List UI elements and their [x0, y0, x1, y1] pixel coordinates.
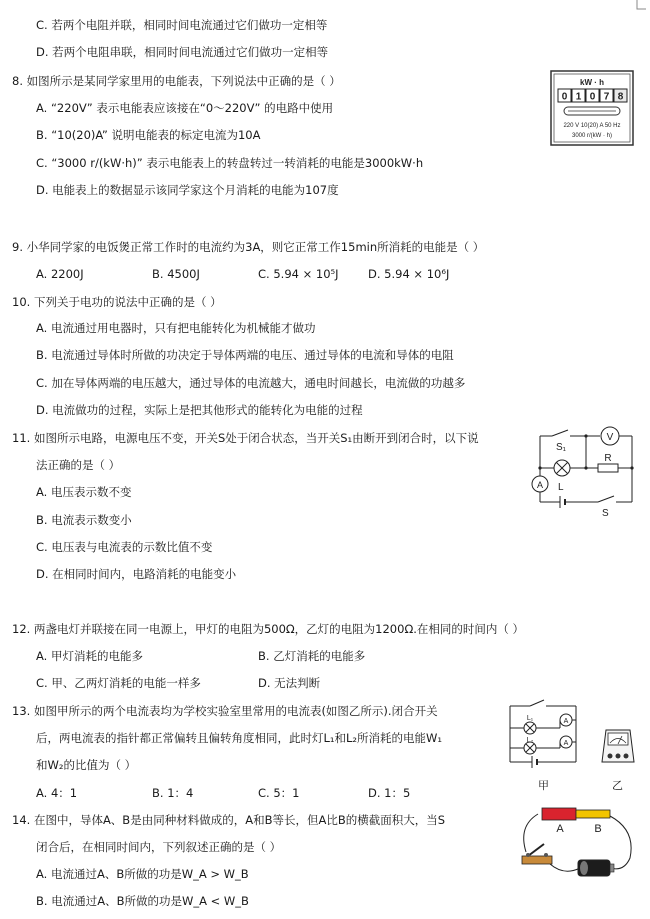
q13-ammeter-1-label: A: [563, 718, 569, 725]
q14-label-a: A: [556, 823, 564, 835]
q13-figure-jia-caption: 甲: [538, 779, 549, 792]
q11-stem-line1: 11. 如图所示电路，电源电压不变，开关S处于闭合状态，当开关S₁由断开到闭合时，以下说: [12, 431, 479, 445]
q8-option-a[interactable]: A. “220V” 表示电能表应该接在“0～220V” 的电路中使用: [36, 101, 334, 115]
q12-option-a[interactable]: A. 甲灯消耗的电能多: [36, 649, 143, 663]
q11-option-d[interactable]: D. 在相同时间内，电路消耗的电能变小: [36, 567, 237, 581]
meter-digit-4: 7: [603, 91, 610, 103]
q11-lamp-label: L: [558, 482, 564, 493]
meter-digit-2: 1: [575, 91, 582, 103]
q13-ammeter-2-label: A: [563, 740, 569, 747]
q11-circuit-diagram: [526, 420, 638, 520]
q14-option-b[interactable]: B. 电流通过A、B所做的功是W_A < W_B: [36, 894, 249, 908]
q13-label-l2: L₂: [526, 737, 534, 744]
q8-option-d[interactable]: D. 电能表上的数据显示该同学家这个月消耗的电能为107度: [36, 183, 339, 197]
q9-option-b[interactable]: B. 4500J: [152, 267, 200, 281]
q12-option-c[interactable]: C. 甲、乙两灯消耗的电能一样多: [36, 676, 201, 690]
q10-stem: 10. 下列关于电功的说法中正确的是（ ）: [12, 295, 222, 309]
q12-option-b[interactable]: B. 乙灯消耗的电能多: [258, 649, 366, 663]
q13-label-l1: L₁: [526, 715, 534, 722]
q9-option-c[interactable]: C. 5.94 × 10⁵J: [258, 267, 339, 281]
switch-base: [522, 856, 552, 864]
q9-option-d[interactable]: D. 5.94 × 10⁶J: [368, 267, 450, 281]
meter-spec-2: 3000 r/(kW · h): [571, 133, 613, 139]
conductor-b: [576, 810, 610, 818]
q8-stem: 8. 如图所示是某同学家里用的电能表，下列说法中正确的是（ ）: [12, 74, 341, 88]
q10-option-b[interactable]: B. 电流通过导体时所做的功决定于导体两端的电压、通过导体的电流和导体的电阻: [36, 348, 454, 362]
q11-option-a[interactable]: A. 电压表示数不变: [36, 485, 132, 499]
page-corner-mark: [636, 0, 646, 10]
q13-option-a[interactable]: A. 4：1: [36, 786, 78, 800]
q11-option-b[interactable]: B. 电流表示数变小: [36, 513, 132, 527]
q7-option-d[interactable]: D. 若两个电阻串联，相同时间电流通过它们做功一定相等: [36, 45, 329, 59]
q13-stem-line1: 13. 如图甲所示的两个电流表均为学校实验室里常用的电流表(如图乙所示).闭合开关: [12, 704, 438, 718]
q9-option-a[interactable]: A. 2200J: [36, 267, 84, 281]
q11-voltmeter-label: V: [606, 432, 614, 443]
meter-digit-1: 0: [561, 91, 568, 103]
q14-stem-line2: 闭合后，在相同时间内，下列叙述正确的是（ ）: [36, 840, 282, 854]
q7-option-c[interactable]: C. 若两个电阻并联，相同时间电流通过它们做功一定相等: [36, 18, 328, 32]
electricity-meter-figure: [550, 70, 634, 146]
q8-option-c[interactable]: C. “3000 r/(kW·h)” 表示电能表上的转盘转过一转消耗的电能是3000kW·h: [36, 156, 424, 170]
q8-option-b[interactable]: B. “10(20)A” 说明电能表的标定电流为10A: [36, 128, 261, 142]
meter-unit-label: kW · h: [580, 78, 604, 87]
q12-option-d[interactable]: D. 无法判断: [258, 676, 321, 690]
meter-digit-3: 0: [589, 91, 596, 103]
q11-label-s1: S₁: [556, 442, 567, 453]
q14-stem-line1: 14. 在图中，导体A、B是由同种材料做成的，A和B等长，但A比B的横截面积大，当S: [12, 813, 446, 827]
q11-ammeter-label: A: [536, 480, 544, 490]
conductor-a: [542, 808, 576, 820]
q13-circuit-jia: [500, 698, 586, 780]
q13-option-b[interactable]: B. 1：4: [152, 786, 194, 800]
q13-stem-line2: 后，两电流表的指针都正常偏转且偏转角度相同，此时灯L₁和L₂所消耗的电能W₁: [36, 731, 443, 745]
q14-label-b: B: [594, 823, 602, 835]
q11-switch-s-label: S: [602, 508, 609, 519]
q13-option-c[interactable]: C. 5：1: [258, 786, 300, 800]
q14-option-a[interactable]: A. 电流通过A、B所做的功是W_A > W_B: [36, 867, 249, 881]
q11-option-c[interactable]: C. 电压表与电流表的示数比值不变: [36, 540, 213, 554]
q11-resistor-label: R: [604, 453, 612, 464]
q10-option-c[interactable]: C. 加在导体两端的电压越大，通过导体的电流越大，通电时间越长，电流做的功越多: [36, 376, 466, 390]
q10-option-a[interactable]: A. 电流通过用电器时，只有把电能转化为机械能才做功: [36, 321, 316, 335]
q14-conductor-circuit-figure: [514, 806, 640, 886]
q13-ammeter-yi: [596, 722, 640, 766]
q9-stem: 9. 小华同学家的电饭煲正常工作时的电流约为3A，则它正常工作15min所消耗的电能是（ ）: [12, 240, 485, 254]
q10-option-d[interactable]: D. 电流做功的过程，实际上是把其他形式的能转化为电能的过程: [36, 403, 363, 417]
q13-figure-yi-caption: 乙: [612, 779, 623, 792]
q13-stem-line3: 和W₂的比值为（ ）: [36, 758, 137, 772]
q13-option-d[interactable]: D. 1：5: [368, 786, 411, 800]
q12-stem: 12. 两盏电灯并联接在同一电源上，甲灯的电阻为500Ω，乙灯的电阻为1200Ω.在相同的时间内（ ）: [12, 622, 525, 636]
meter-digit-5: 8: [617, 91, 624, 103]
meter-spec-1: 220 V 10(20) A 50 Hz: [563, 123, 621, 129]
q11-stem-line2: 法正确的是（ ）: [36, 458, 121, 472]
